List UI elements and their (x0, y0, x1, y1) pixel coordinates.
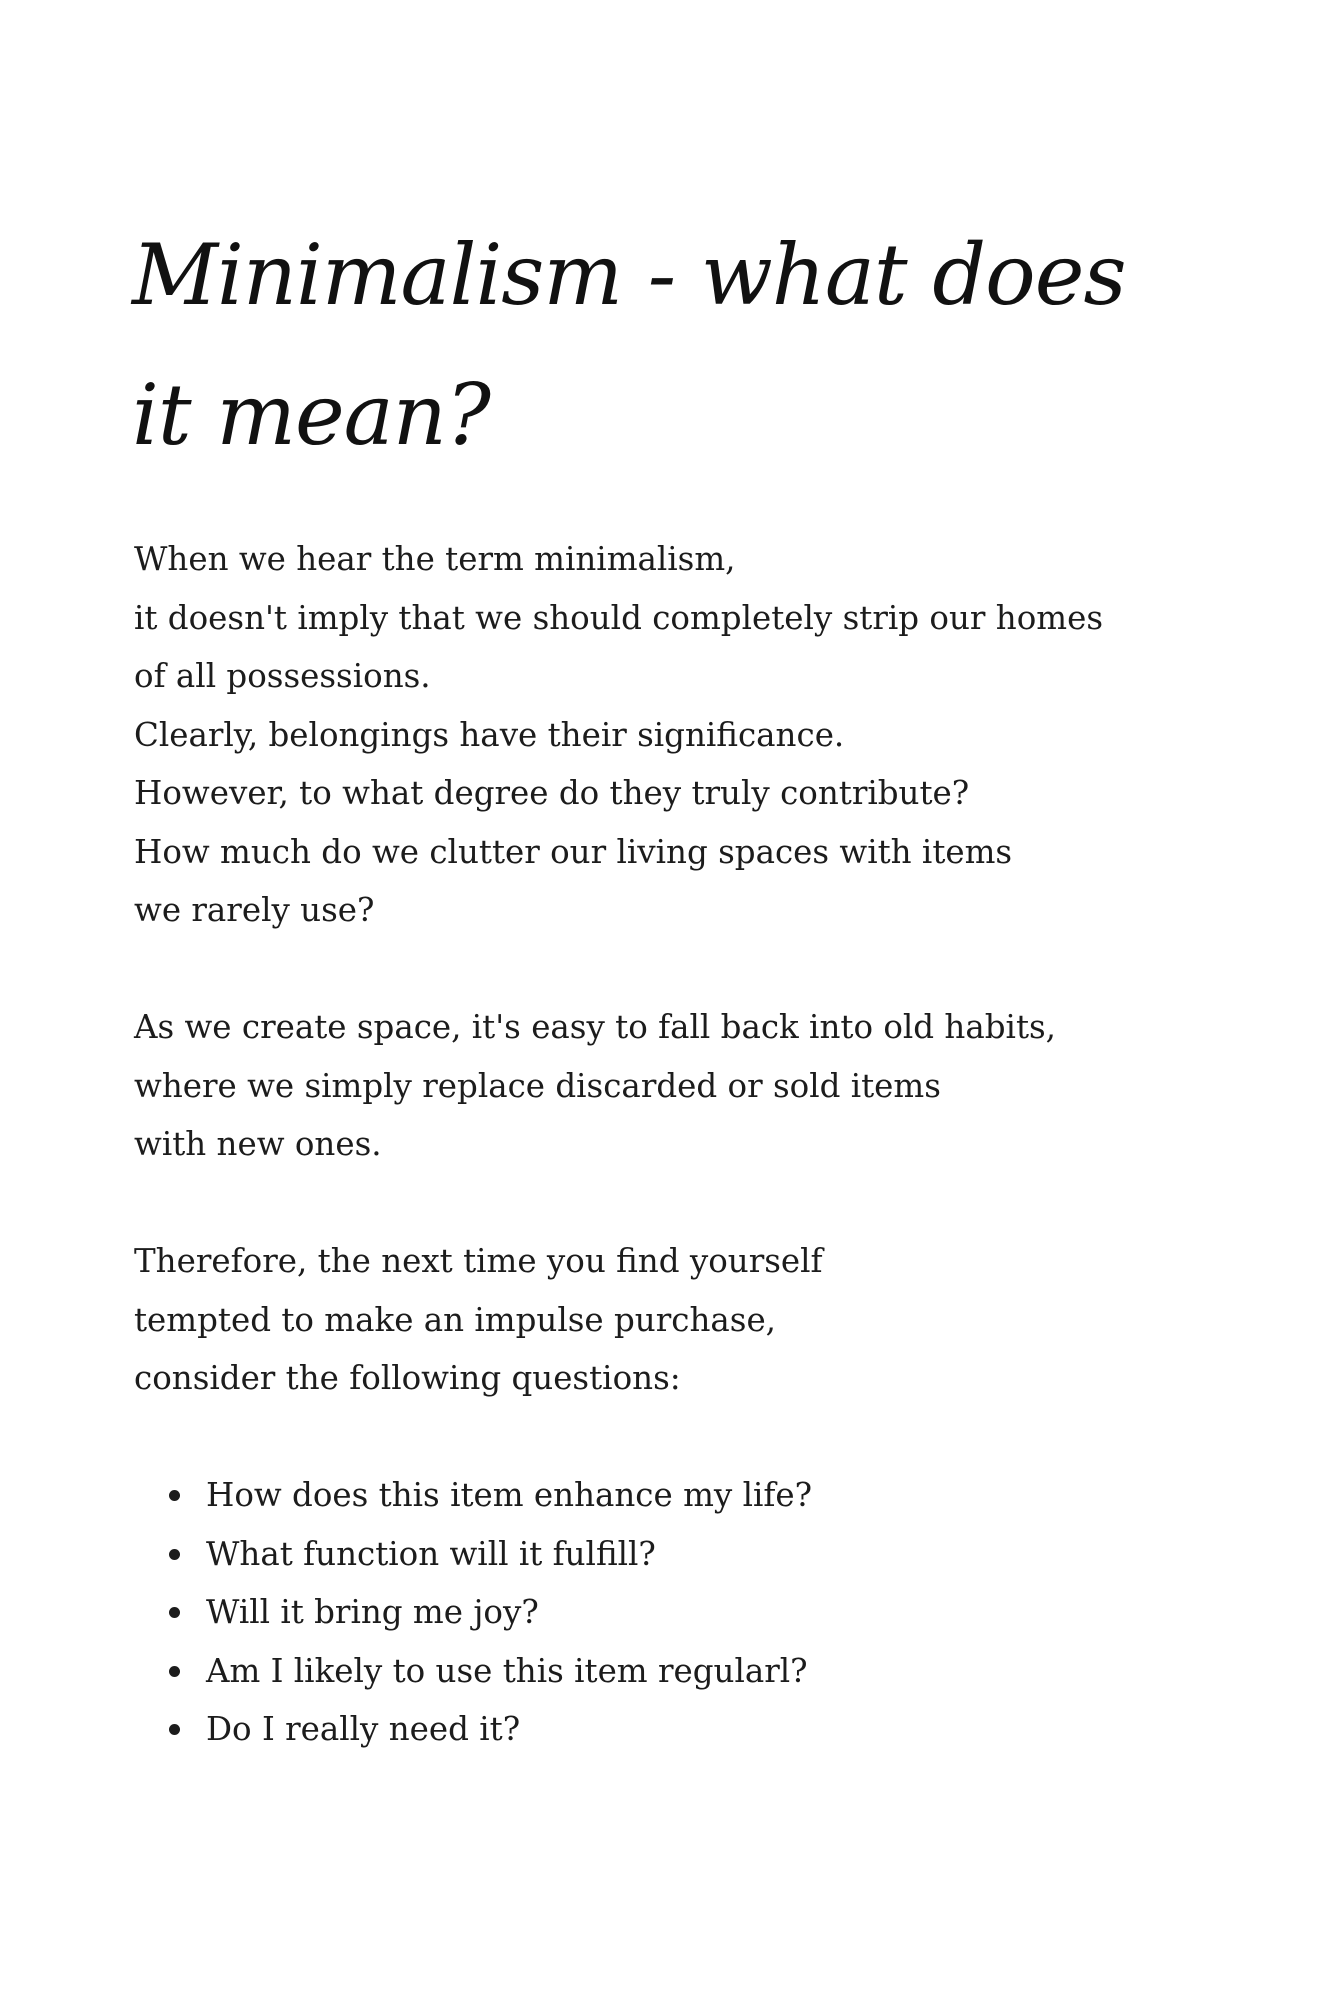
page-title (132, 205, 1132, 485)
paragraph-questions-intro (134, 1232, 1234, 1408)
bullet-icon (169, 1724, 180, 1735)
text-line: consider the following questions: (134, 1359, 681, 1397)
text-line: However, to what degree do they truly contribute? (134, 774, 970, 812)
paragraph-spacer (134, 1174, 1234, 1233)
list-item (134, 1583, 1234, 1642)
text-line: How much do we clutter our living spaces with items (134, 832, 1013, 871)
title-line-1: Minimalism - what does (132, 226, 1126, 324)
text-line: it doesn't imply that we should completely strip our homes (134, 598, 1104, 637)
bullet-icon (169, 1607, 180, 1618)
paragraph-spacer (134, 1408, 1234, 1467)
questions-list (134, 1466, 1234, 1759)
list-item (134, 1466, 1234, 1525)
list-item (134, 1525, 1234, 1584)
body-text (134, 530, 1234, 1759)
bullet-icon (169, 1549, 180, 1560)
list-item-text: Will it bring me joy? (206, 1593, 539, 1631)
text-line: we rarely use? (134, 891, 375, 929)
text-line: Clearly, belongings have their significance. (134, 715, 845, 754)
title-line-2: it mean? (132, 366, 490, 464)
text-line: where we simply replace discarded or sold items (134, 1066, 941, 1105)
paragraph-intro (134, 530, 1234, 940)
list-item-text: How does this item enhance my life? (206, 1476, 813, 1514)
text-line: Therefore, the next time you find yourself (134, 1242, 823, 1280)
bullet-icon (169, 1490, 180, 1501)
bullet-icon (169, 1666, 180, 1677)
paragraph-habits (134, 998, 1234, 1174)
list-item (134, 1700, 1234, 1759)
text-line: When we hear the term minimalism, (134, 540, 736, 578)
text-line: tempted to make an impulse purchase, (134, 1300, 777, 1339)
list-item-text: Do I really need it? (206, 1710, 521, 1748)
text-line: As we create space, it's easy to fall back into old habits, (134, 1008, 1057, 1046)
list-item-text: What function will it fulfill? (206, 1534, 656, 1573)
paragraph-spacer (134, 940, 1234, 999)
list-item-text: Am I likely to use this item regularl? (206, 1651, 808, 1690)
text-line: of all possessions. (134, 657, 431, 695)
list-item (134, 1642, 1234, 1701)
text-line: with new ones. (134, 1125, 382, 1163)
